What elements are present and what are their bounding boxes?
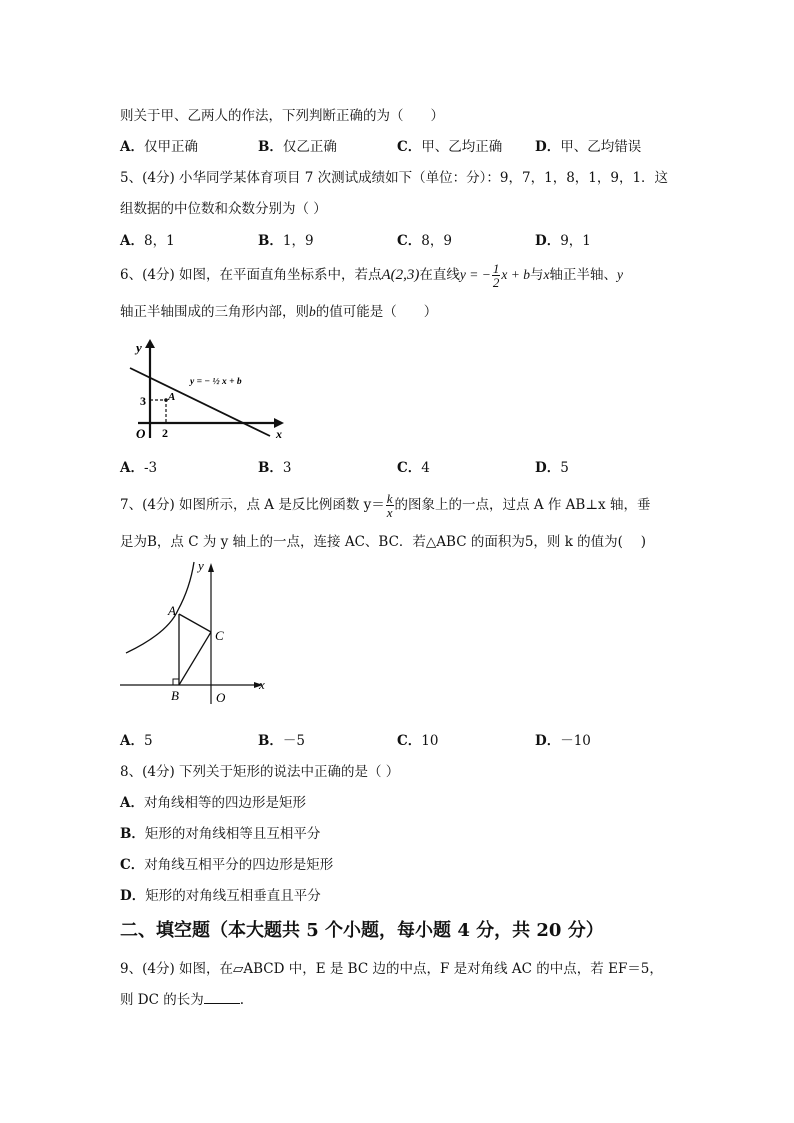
q6-origin-label: O bbox=[136, 426, 146, 441]
q5-option-c[interactable]: C．8，9 bbox=[397, 233, 452, 249]
q8-stem: 8、(4分) 下列关于矩形的说法中正确的是（ ） bbox=[120, 764, 400, 780]
q6-x-label: x bbox=[276, 427, 282, 441]
q7-x-label: x bbox=[259, 677, 265, 692]
q6-stem-line1: 6、(4分) 如图，在平面直角坐标系中，若点A(2,3)在直线y = − $\frac{1}{2}$ x + b与x轴正半轴、y bbox=[120, 261, 623, 290]
q5-option-b[interactable]: B．1，9 bbox=[258, 233, 314, 249]
q4-tail: 则关于甲、乙两人的作法，下列判断正确的为（ ） bbox=[120, 108, 444, 124]
q8-option-d[interactable]: D．矩形的对角线互相垂直且平分 bbox=[120, 888, 321, 904]
q8-option-c[interactable]: C．对角线互相平分的四边形是矩形 bbox=[120, 857, 334, 873]
q7-graph bbox=[118, 558, 272, 708]
q5-stem-line1: 5、(4分) 小华同学某体育项目 7 次测试成绩如下（单位：分）：9，7，1，8，1，9，1．这 bbox=[120, 170, 669, 186]
q7-option-c[interactable]: C．10 bbox=[397, 733, 439, 749]
q7-fraction: $\frac{k}{x}$ bbox=[386, 491, 393, 520]
q6-line-label: y = − ½ x + b bbox=[190, 377, 242, 387]
q7-right-angle-mark bbox=[173, 679, 179, 685]
q4-option-d[interactable]: D．甲、乙均错误 bbox=[535, 139, 642, 155]
q6-dashed-guides bbox=[150, 400, 166, 423]
q7-option-a[interactable]: A．5 bbox=[120, 733, 153, 749]
q5-option-d[interactable]: D．9，1 bbox=[535, 233, 591, 249]
q4-option-c[interactable]: C．甲、乙均正确 bbox=[397, 139, 503, 155]
q7-y-arrow bbox=[208, 563, 214, 572]
q6-point-label: A bbox=[168, 391, 176, 403]
q6-option-b[interactable]: B．3 bbox=[258, 460, 292, 476]
q7-origin-label: O bbox=[216, 690, 226, 705]
q7-option-b[interactable]: B．－5 bbox=[258, 733, 306, 749]
q8-option-a[interactable]: A．对角线相等的四边形是矩形 bbox=[120, 795, 306, 811]
q6-y-label: y bbox=[136, 340, 142, 355]
q6-x-tick: 2 bbox=[162, 426, 168, 440]
q6-graph bbox=[128, 338, 298, 442]
q7-hyperbola bbox=[126, 562, 194, 653]
q6-y-tick: 3 bbox=[140, 394, 146, 408]
q6-option-c[interactable]: C．4 bbox=[397, 460, 430, 476]
section-heading-fill-in: 二、填空题（本大题共 5 个小题，每小题 4 分，共 20 分） bbox=[120, 920, 604, 941]
q4-option-b[interactable]: B．仅乙正确 bbox=[258, 139, 337, 155]
q5-stem-line2: 组数据的中位数和众数分别为（ ） bbox=[120, 201, 327, 217]
q7-option-d[interactable]: D．－10 bbox=[535, 733, 591, 749]
q7-c-label: C bbox=[215, 628, 224, 643]
q7-segment-ac bbox=[179, 614, 211, 632]
q5-option-a[interactable]: A．8，1 bbox=[120, 233, 175, 249]
q6-option-a[interactable]: A．-3 bbox=[120, 460, 158, 476]
q7-stem-line1: 7、(4分) 如图所示，点 A 是反比例函数 y＝ $\frac{k}{x}$ 的图象上的一点，过点 A 作 AB⊥x 轴，垂 bbox=[120, 491, 651, 520]
q7-b-label: B bbox=[171, 688, 179, 703]
q8-option-b[interactable]: B．矩形的对角线相等且互相平分 bbox=[120, 826, 321, 842]
q9-answer-blank[interactable] bbox=[204, 991, 240, 1004]
q6-stem-line2: 轴正半轴围成的三角形内部，则b的值可能是（ ） bbox=[120, 304, 438, 320]
q7-segment-bc bbox=[179, 632, 211, 685]
q6-point: A(2,3) bbox=[381, 267, 420, 283]
q9-stem-line1: 9、(4分) 如图，在▱ABCD 中，E 是 BC 边的中点，F 是对角线 AC 的中点，若 EF＝5， bbox=[120, 961, 663, 977]
q9-stem-line2: 则 DC 的长为 . bbox=[120, 992, 245, 1008]
q4-option-a[interactable]: A．仅甲正确 bbox=[120, 139, 198, 155]
q6-y-arrow bbox=[145, 339, 155, 348]
q7-stem-line2: 足为B，点 C 为 y 轴上的一点，连接 AC、BC．若△ABC 的面积为5，则 k 的值为( ) bbox=[120, 534, 647, 550]
q7-a-label: A bbox=[168, 603, 176, 618]
q6-option-d[interactable]: D．5 bbox=[535, 460, 569, 476]
q6-fraction: $\frac{1}{2}$ bbox=[492, 261, 500, 290]
q7-y-label: y bbox=[198, 558, 204, 573]
